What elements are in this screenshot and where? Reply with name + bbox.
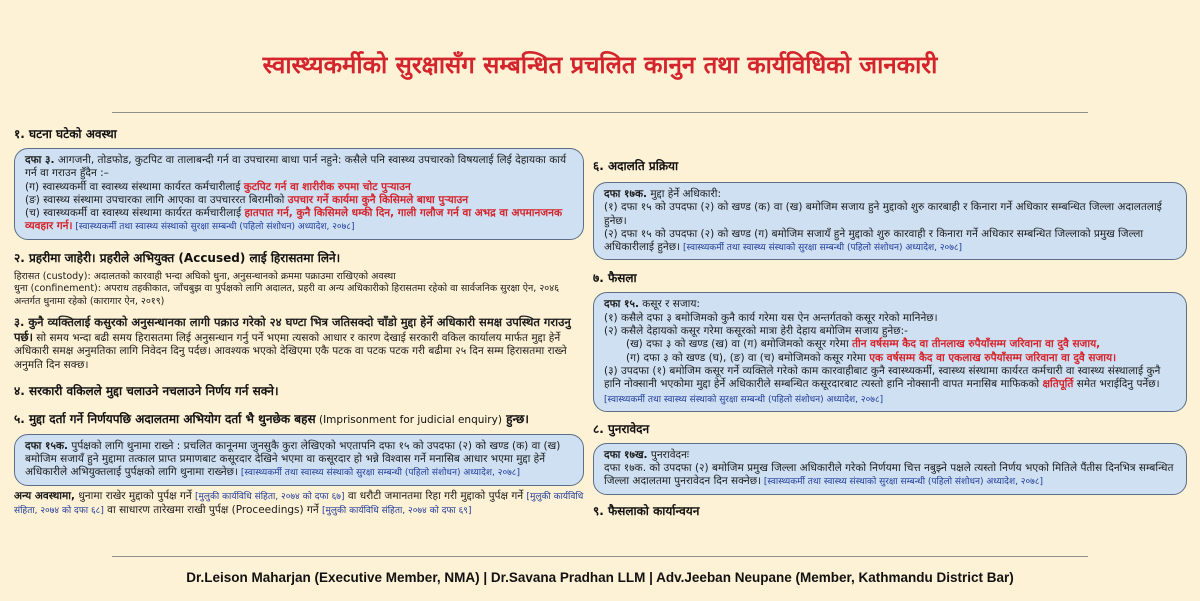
- section-9-heading: ९. फैसलाको कार्यान्वयन: [593, 503, 700, 518]
- clause-ch-highlight: हातपात गर्न, कुनै किसिमले धम्की दिन, गाली गलौज गर्न वा अभद्र वा अपमानजनक व्यवहार गर्न।: [25, 207, 563, 233]
- section-6-heading: ६. अदालति प्रक्रिया: [593, 159, 679, 173]
- section-6-para-2: (२) दफा १५ को उपदफा (२) को खण्ड (ग) बमोजिम सजायँ हुने मुद्दाको शुरु कारवाही र किनारा गर्ने अधिकार सम्बन्धित जिल्लाको प्रमुख जिल्ला अधिकारीलाई हुनेछ।: [604, 227, 1144, 254]
- section-1-heading: १. घटना घटेको अवस्था: [14, 127, 117, 141]
- section-5-english: (Imprisonment for judicial enquiry): [315, 413, 502, 426]
- section-6-para-1: (१) दफा १५ को उपदफा (२) को खण्ड (क) वा (ख) बमोजिम सजाय हुने मुद्दाको शुरु कारबाही र किनारा गर्ने अधिकार सम्बन्धित जिल्ला अदालतलाई हुनेछ।: [604, 201, 1162, 227]
- other-label: अन्य अवस्थामा,: [14, 489, 76, 502]
- clause-ch-text: (च) स्वास्थ्यकर्मी वा स्वास्थ्य संस्थामा कार्यरत कर्मचारीलाई: [25, 207, 245, 220]
- section-3-text: सो समय भन्दा बढी समय हिरासतमा लिई अनुसन्धान गर्नु पर्ने भएमा त्यसको आधार र कारण देखाई सरकारी वकिल कार्यालय मार्फत मुद्दा हेर्ने अधिकारी समक्ष अनुमतिका लागि निवेदन दिनु पर्दछ। आवश्यक भएको देखिएमा एकै पटक वा पटक पटक गरी बढीमा २५ दिन सम्म हिरासतमा राख्ने अनुमति दिन सक्छ।: [14, 331, 567, 372]
- section-7-para-3-end: समेत भराईदिनु पर्नेछ।: [1073, 378, 1160, 391]
- section-2-heading: २. प्रहरीमा जाहेरी। प्रहरीले अभियुक्त (Accused) लाई हिरासतमा लिने।: [14, 250, 341, 265]
- section-8-reference: [स्वास्थ्यकर्मी तथा स्वास्थ्य संस्थाको सुरक्षा सम्बन्धी (पहिलो संशोधन) अध्यादेश, २०७८]: [761, 477, 1044, 488]
- clause-g-text: (ग) स्वास्थ्यकर्मी वा स्वास्थ्य संस्थामा कार्यरत कर्मचारीलाई: [25, 180, 244, 193]
- other-text-3: वा साधारण तारेखमा राखी पुर्पक्ष (Proceedings) गर्ने: [103, 504, 323, 517]
- clause-d-highlight: उपचार गर्ने कार्यमा कुनै किसिमले बाधा पुऱ्याउन: [287, 193, 469, 206]
- section-7-label: दफा १५.: [604, 298, 639, 311]
- section-1-reference: [स्वास्थ्यकर्मी तथा स्वास्थ्य संस्थाको सुरक्षा सम्बन्धी (पहिलो संशोधन) अध्यादेश, २०७८]: [72, 222, 355, 233]
- section-5-label: दफा १५क.: [25, 439, 69, 452]
- other-situations: [14, 490, 584, 519]
- section-5-tail: हुन्छ।: [501, 411, 529, 426]
- section-8-box: [593, 443, 1187, 495]
- right-column: [593, 158, 1187, 519]
- custody-definition: हिरासत (custody): अदालतको कारवाही भन्दा अघिको धुना, अनुसन्धानको क्रममा पक्राउमा राखिएको अवस्था: [14, 270, 396, 282]
- section-5-heading-text: ५. मुद्दा दर्ता गर्ने निर्णयपछि अदालतमा अभियोग दर्ता भै थुनछेक बहस: [14, 411, 316, 426]
- section-1-label: दफा ३.: [25, 154, 55, 166]
- clause-g2-highlight: एक वर्षसम्म कैद वा एकलाख रुपैयाँसम्म जरिवाना वा दुवै सजाय।: [869, 351, 1117, 364]
- section-8-label: दफा १७ख.: [604, 448, 648, 461]
- section-6-label: दफा १७क.: [604, 188, 648, 200]
- other-text-1: धुनामा राखेर मुद्दाको पुर्पक्ष गर्ने: [75, 489, 196, 502]
- other-text-2: वा धरौटी जमानतमा रिहा गरी मुद्दाको पुर्पक्ष गर्ने: [344, 489, 527, 502]
- other-ref-3: [मुलुकी कार्यविधि संहिता, २०७४ को दफा ६९]: [322, 506, 472, 517]
- section-4-heading: ४. सरकारी वकिलले मुद्दा चलाउने नचलाउने निर्णय गर्न सक्ने।: [14, 383, 279, 398]
- section-1-box: [14, 148, 584, 240]
- section-7-box: [593, 292, 1187, 411]
- section-1-intro: आगजनी, तोडफोड, कुटपिट वा तालाबन्दी गर्न वा उपचारमा बाधा पार्न नहुने: कसैले पनि स्वास्थ्य उपचारको विषयलाई लिई देहायका कार्य गर्न वा गराउन हुँदैन :–: [25, 154, 567, 180]
- footer-credits: Dr.Leison Maharjan (Executive Member, NMA) | Dr.Savana Pradhan LLM | Adv.Jeeban Neupane (Member, Kathmandu District Bar): [186, 570, 1014, 585]
- section-6-title: मुद्दा हेर्ने अधिकारी:: [647, 188, 722, 200]
- section-7-para-2: (२) कसैले देहायको कसूर गरेमा कसूरको मात्रा हेरी देहाय बमोजिम सजाय हुनेछ:-: [604, 325, 908, 338]
- section-3: [14, 316, 584, 372]
- section-8-heading: ८. पुनरावेदन: [593, 421, 650, 436]
- clause-kh-text: (ख) दफा ३ को खण्ड (ख) वा (ग) बमोजिमको कसूर गरेमा: [626, 338, 852, 351]
- section-5-reference: [स्वास्थ्यकर्मी तथा स्वास्थ्य संस्थाको सुरक्षा सम्बन्धी (पहिलो संशोधन) अध्यादेश, २०७८]: [238, 468, 520, 479]
- compensation-highlight: क्षतिपूर्ति: [1042, 378, 1074, 391]
- section-3-heading: ३. कुनै व्यक्तिलाई कसुरको अनुसन्धानका लागी पक्राउ गरेको २४ घण्टा भित्र जतिसक्दो चाँडो मुद्दा हेर्ने अधिकारी समक्ष उपस्थित गराउनु पर्छ।: [14, 315, 571, 344]
- section-7-title: कसूर र सजाय:: [638, 298, 700, 311]
- left-column: [14, 126, 584, 519]
- section-5-box-text: पुर्पक्षको लागि थुनामा राख्ने : प्रचलित कानूनमा जुनसुकै कुरा लेखिएको भएतापनि दफा १५ को उपदफा (२) को खण्ड (क) वा (ख) बमोजिम सजायँ हुने मुद्दामा तत्काल प्राप्त प्रमाणबाट कसूरदार देखिने भएमा वा कसूरदार हो भन्ने विश्वास गर्ने मनासिब आधार भएमा मुद्दा हेर्ने अधिकारीले अभियुक्तलाई पुर्पक्षको लागि थुनामा राख्नेछ।: [25, 439, 561, 479]
- section-8-title: पुनरावेदनः: [647, 448, 690, 461]
- section-5-heading: [14, 411, 584, 428]
- title-divider: [112, 112, 1088, 113]
- clause-d-text: (ङ) स्वास्थ्य संस्थामा उपचारका लागि आएका वा उपचाररत बिरामीको: [25, 193, 288, 206]
- section-5-box: [14, 434, 584, 486]
- section-7-para-3: (३) उपदफा (१) बमोजिम कसूर गर्ने व्यक्तिले गरेको काम कारवाहीबाट कुनै स्वास्थ्यकर्मी, स्वास्थ्य संस्थामा कार्यरत कर्मचारी वा स्वास्थ्य संस्थालाई कुनै हानि नोक्सानी भएकोमा मुद्दा हेर्ने अधिकारीले सम्बन्धित कसूरदारबाट त्यस्तो हानि नोक्सानी वापत मनासिब माफिकको: [604, 364, 1161, 391]
- section-8-para-1: दफा १७क. को उपदफा (२) बमोजिम प्रमुख जिल्ला अधिकारीले गरेको निर्णयमा चित्त नबुझ्ने पक्षले त्यस्तो निर्णय भएको मितिले पैंतीस दिनभित्र सम्बन्धित जिल्ला अदालतमा पुनरावेदन दिन सक्नेछ।: [604, 462, 1174, 488]
- section-7-reference: [स्वास्थ्यकर्मी तथा स्वास्थ्य संस्थाको सुरक्षा सम्बन्धी (पहिलो संशोधन) अध्यादेश, २०७८]: [604, 394, 884, 405]
- section-6-box: [593, 182, 1187, 260]
- clause-g-highlight: कुटपिट गर्न वा शारीरीक रुपमा चोट पुऱ्याउन: [243, 180, 411, 193]
- clause-g2-text: (ग) दफा ३ को खण्ड (घ), (ङ) वा (च) बमोजिमको कसूर गरेमा: [626, 351, 870, 364]
- footer-divider: [112, 556, 1088, 557]
- other-ref-1: [मुलुकी कार्यविधि संहिता, २०७४ को दफा ६७]: [195, 491, 345, 502]
- section-7-para-1: (१) कसैले दफा ३ बमोजिमको कुनै कार्य गरेमा यस ऐन अन्तर्गतको कसूर गरेको मानिनेछ।: [604, 311, 938, 324]
- confinement-definition: धुना (confinement): अपराध तहकीकात, जाँचबुझ वा पुर्पक्षको लागि अदालत, प्रहरी वा अन्य अधिकारीको हिरासतमा रहेको वा सार्वजनिक सुरक्षा ऐन, २०४६ अन्तर्गत धुनामा रहेको (कारागार ऐन, २०१९): [14, 283, 560, 307]
- clause-kh-highlight: तीन वर्षसम्म कैद वा तीनलाख रुपैयाँसम्म जरिवाना वा दुवै सजाय,: [852, 338, 1101, 351]
- other-ref-2: [मुलुकी कार्यविधि संहिता, २०७४ को दफा ६८]: [14, 491, 584, 517]
- page-title: स्वास्थ्यकर्मीको सुरक्षासँग सम्बन्धित प्रचलित कानुन तथा कार्यविधिको जानकारी: [262, 51, 938, 79]
- section-6-reference: [स्वास्थ्यकर्मी तथा स्वास्थ्य संस्थाको सुरक्षा सम्बन्धी (पहिलो संशोधन) अध्यादेश, २०७८]: [680, 243, 963, 254]
- section-7-heading: ७. फैसला: [593, 271, 637, 286]
